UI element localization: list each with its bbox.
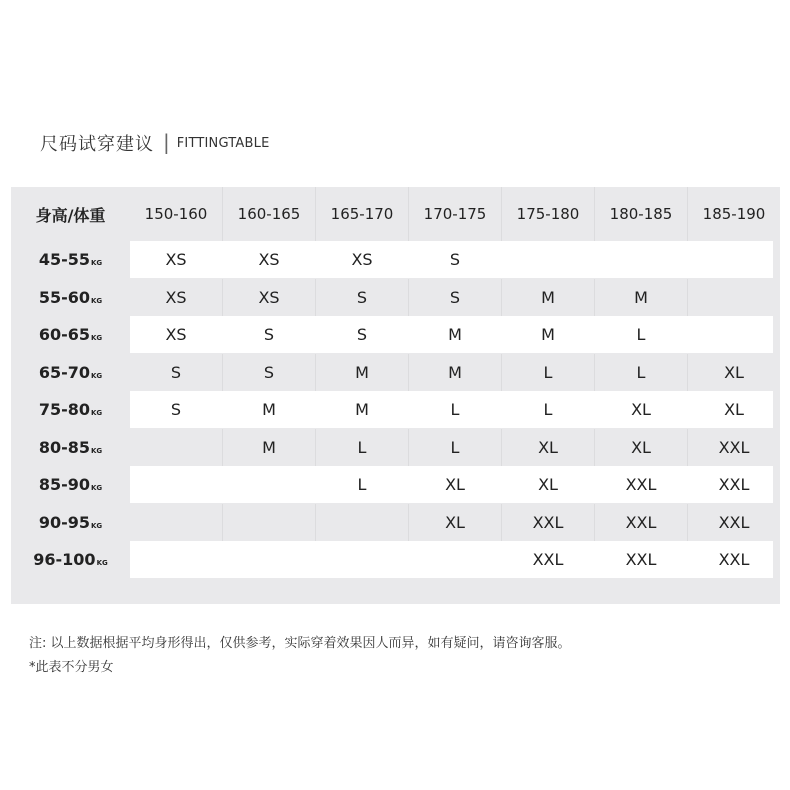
column-divider xyxy=(222,187,223,241)
size-cell: M xyxy=(355,363,369,382)
size-cell: XS xyxy=(165,250,187,269)
note-unisex: *此表不分男女 xyxy=(29,660,114,675)
row-weight: 45-55 xyxy=(38,250,90,269)
row-weight: 60-65 xyxy=(38,325,90,344)
size-cell: S xyxy=(356,325,368,344)
notes xyxy=(29,632,571,680)
size-cell: XXL xyxy=(532,513,564,532)
size-cell: L xyxy=(450,400,460,419)
size-cell: S xyxy=(263,325,275,344)
row-weight: 90-95 xyxy=(38,513,90,532)
size-cell: L xyxy=(357,438,367,457)
size-cell: XL xyxy=(538,438,558,457)
size-cell: XXL xyxy=(718,438,750,457)
size-cell: S xyxy=(449,250,461,269)
row-header xyxy=(11,466,130,503)
size-cell: XL xyxy=(631,400,651,419)
title-english: FITTINGTABLE xyxy=(176,135,270,151)
row-unit: KG xyxy=(91,333,103,342)
column-header: 185-190 xyxy=(702,205,766,223)
size-cell: XS xyxy=(165,325,187,344)
column-header: 170-175 xyxy=(423,205,487,223)
row-header xyxy=(11,241,130,278)
row-header xyxy=(11,354,130,391)
size-cell: S xyxy=(170,400,182,419)
table-title xyxy=(40,131,269,155)
size-cell: M xyxy=(262,438,276,457)
row-weight: 80-85 xyxy=(38,438,90,457)
size-cell: L xyxy=(450,438,460,457)
title-separator: | xyxy=(163,130,170,154)
row-header xyxy=(11,279,130,316)
row-header xyxy=(11,391,130,428)
size-cell: XXL xyxy=(625,550,657,569)
size-cell: L xyxy=(357,475,367,494)
size-cell: S xyxy=(170,363,182,382)
size-cell: M xyxy=(541,288,555,307)
column-divider xyxy=(594,187,595,241)
row-unit: KG xyxy=(91,408,103,417)
column-header: 165-170 xyxy=(330,205,394,223)
row-unit: KG xyxy=(91,371,103,380)
row-divider xyxy=(315,504,316,541)
row-unit: KG xyxy=(91,258,103,267)
row-unit: KG xyxy=(91,521,103,530)
size-cell: L xyxy=(636,363,646,382)
row-unit: KG xyxy=(96,558,108,567)
size-cell: XS xyxy=(351,250,373,269)
size-cell: XS xyxy=(258,250,280,269)
column-divider xyxy=(408,187,409,241)
note-disclaimer: 注: 以上数据根据平均身形得出，仅供参考，实际穿着效果因人而异，如有疑问，请咨询客服。 xyxy=(29,636,571,651)
size-cell: M xyxy=(634,288,648,307)
row-unit: KG xyxy=(91,296,103,305)
row-divider xyxy=(687,279,688,316)
column-divider xyxy=(501,187,502,241)
size-cell: M xyxy=(448,325,462,344)
row-weight: 55-60 xyxy=(38,288,90,307)
size-cell: XL xyxy=(445,475,465,494)
column-divider xyxy=(315,187,316,241)
size-table xyxy=(11,187,780,604)
row-header xyxy=(11,429,130,466)
size-cell: M xyxy=(355,400,369,419)
size-cell: XXL xyxy=(718,513,750,532)
column-divider xyxy=(687,187,688,241)
size-cell: XS xyxy=(165,288,187,307)
size-cell: M xyxy=(448,363,462,382)
size-cell: XXL xyxy=(718,550,750,569)
size-cell: S xyxy=(449,288,461,307)
row-weight: 65-70 xyxy=(38,363,90,382)
row-divider xyxy=(222,504,223,541)
column-header: 175-180 xyxy=(516,205,580,223)
row-header xyxy=(11,541,130,578)
row-weight: 75-80 xyxy=(38,400,90,419)
size-cell: S xyxy=(356,288,368,307)
size-cell: XXL xyxy=(625,513,657,532)
row-weight: 85-90 xyxy=(38,475,90,494)
size-cell: M xyxy=(262,400,276,419)
size-cell: XXL xyxy=(625,475,657,494)
size-cell: XS xyxy=(258,288,280,307)
size-cell: L xyxy=(636,325,646,344)
column-header: 150-160 xyxy=(144,205,208,223)
row-unit: KG xyxy=(91,483,103,492)
corner-header: 身高/体重 xyxy=(35,205,106,225)
size-cell: M xyxy=(541,325,555,344)
row-weight: 96-100 xyxy=(33,550,96,569)
size-cell: XL xyxy=(724,400,744,419)
column-header: 180-185 xyxy=(609,205,673,223)
size-cell: XXL xyxy=(718,475,750,494)
size-cell: L xyxy=(543,400,553,419)
row-header xyxy=(11,504,130,541)
size-cell: XL xyxy=(445,513,465,532)
row-header xyxy=(11,316,130,353)
size-cell: XXL xyxy=(532,550,564,569)
size-cell: L xyxy=(543,363,553,382)
row-unit: KG xyxy=(91,446,103,455)
size-cell: XL xyxy=(724,363,744,382)
column-header: 160-165 xyxy=(237,205,301,223)
size-cell: XL xyxy=(538,475,558,494)
size-cell: XL xyxy=(631,438,651,457)
size-cell: S xyxy=(263,363,275,382)
title-chinese: 尺码试穿建议 xyxy=(40,134,154,155)
